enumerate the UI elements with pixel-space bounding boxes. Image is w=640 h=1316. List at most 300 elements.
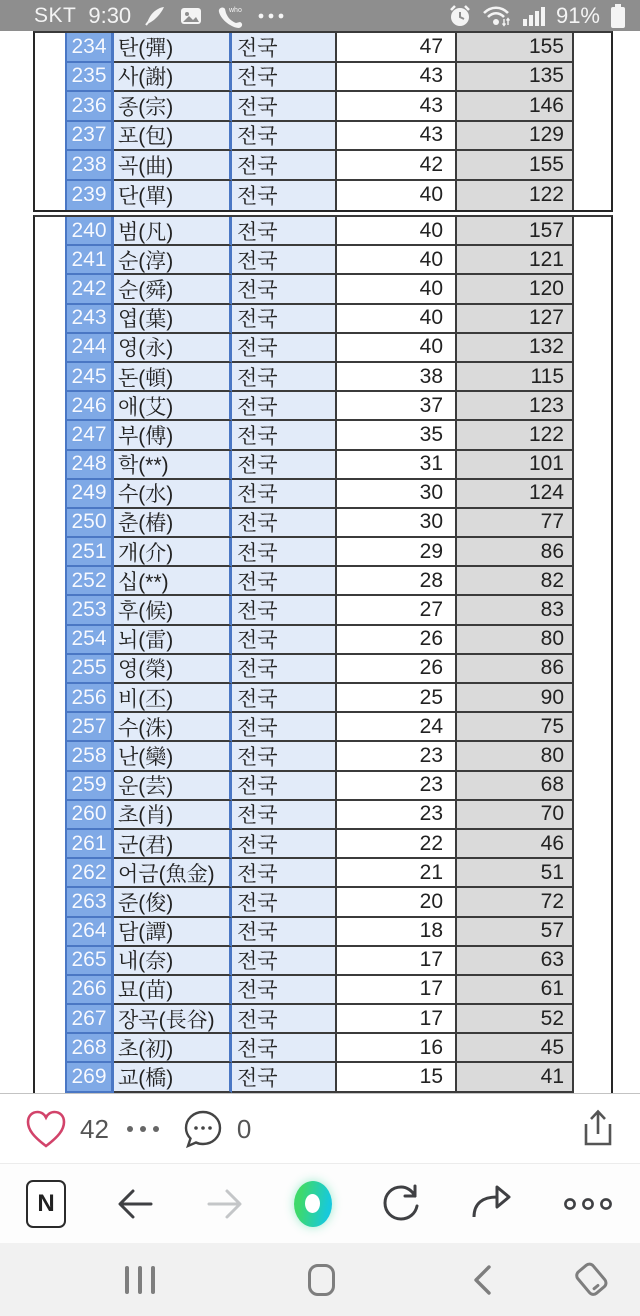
rank-cell: 250 <box>65 509 114 538</box>
empty-cell <box>35 509 65 538</box>
more-circles-icon[interactable] <box>562 1194 614 1214</box>
total-cell: 120 <box>457 275 574 304</box>
table-row <box>35 801 611 830</box>
empty-cell <box>574 480 611 509</box>
region-cell: 전국 <box>232 859 337 888</box>
surname-cell: 수(水) <box>114 480 232 509</box>
count-cell: 47 <box>337 33 457 63</box>
rank-cell: 263 <box>65 888 114 917</box>
alarm-icon <box>448 4 472 28</box>
rank-cell: 242 <box>65 275 114 304</box>
rank-cell: 240 <box>65 217 114 246</box>
surname-cell: 돈(頓) <box>114 363 232 392</box>
total-cell: 124 <box>457 480 574 509</box>
empty-cell <box>35 567 65 596</box>
count-cell: 43 <box>337 92 457 122</box>
empty-cell <box>35 421 65 450</box>
region-cell: 전국 <box>232 151 337 181</box>
back-arrow-icon[interactable] <box>113 1184 157 1224</box>
empty-cell <box>574 596 611 625</box>
count-cell: 24 <box>337 713 457 742</box>
table-row <box>35 305 611 334</box>
gallery-icon <box>179 4 203 28</box>
region-cell: 전국 <box>232 538 337 567</box>
surname-cell: 후(候) <box>114 596 232 625</box>
total-cell: 41 <box>457 1063 574 1092</box>
surname-cell: 내(奈) <box>114 947 232 976</box>
table-row <box>35 217 611 246</box>
rank-cell: 247 <box>65 421 114 450</box>
table-row <box>35 480 611 509</box>
empty-cell <box>574 305 611 334</box>
table-row <box>35 830 611 859</box>
total-cell: 70 <box>457 801 574 830</box>
empty-cell <box>574 63 611 93</box>
send-arrow-icon[interactable] <box>469 1183 515 1225</box>
surname-cell: 단(單) <box>114 181 232 211</box>
recents-button[interactable] <box>105 1243 175 1316</box>
region-cell: 전국 <box>232 392 337 421</box>
empty-cell <box>35 801 65 830</box>
back-button[interactable] <box>447 1243 517 1316</box>
total-cell: 122 <box>457 421 574 450</box>
region-cell: 전국 <box>232 918 337 947</box>
empty-cell <box>574 742 611 771</box>
count-cell: 17 <box>337 1005 457 1034</box>
table-row <box>35 567 611 596</box>
table-row <box>35 181 611 211</box>
social-bar <box>0 1093 640 1164</box>
count-cell: 26 <box>337 655 457 684</box>
region-cell: 전국 <box>232 33 337 63</box>
surname-cell: 십(**) <box>114 567 232 596</box>
count-cell: 23 <box>337 742 457 771</box>
forward-arrow-icon[interactable] <box>203 1184 247 1224</box>
count-cell: 38 <box>337 363 457 392</box>
rank-cell: 245 <box>65 363 114 392</box>
empty-cell <box>574 801 611 830</box>
empty-cell <box>35 305 65 334</box>
total-cell: 51 <box>457 859 574 888</box>
total-cell: 127 <box>457 305 574 334</box>
empty-cell <box>574 1005 611 1034</box>
region-cell: 전국 <box>232 122 337 152</box>
region-cell: 전국 <box>232 509 337 538</box>
battery-icon <box>610 3 626 29</box>
total-cell: 82 <box>457 567 574 596</box>
empty-cell <box>35 275 65 304</box>
table-row <box>35 859 611 888</box>
surname-cell: 초(初) <box>114 1034 232 1063</box>
empty-cell <box>35 596 65 625</box>
recents-icon <box>125 1266 155 1294</box>
rank-cell: 261 <box>65 830 114 859</box>
rank-cell: 266 <box>65 976 114 1005</box>
region-cell: 전국 <box>232 451 337 480</box>
battery-percent-label: 91% <box>555 2 600 28</box>
table-row <box>35 888 611 917</box>
rank-cell: 265 <box>65 947 114 976</box>
count-cell: 18 <box>337 918 457 947</box>
empty-cell <box>574 217 611 246</box>
total-cell: 63 <box>457 947 574 976</box>
surname-cell: 탄(彈) <box>114 33 232 63</box>
surname-cell: 뇌(雷) <box>114 626 232 655</box>
total-cell: 61 <box>457 976 574 1005</box>
surname-cell: 난(欒) <box>114 742 232 771</box>
comment-bubble-icon[interactable] <box>181 1107 225 1151</box>
total-cell: 101 <box>457 451 574 480</box>
count-cell: 43 <box>337 122 457 152</box>
empty-cell <box>35 1034 65 1063</box>
empty-cell <box>574 33 611 63</box>
rank-cell: 255 <box>65 655 114 684</box>
surname-cell: 애(艾) <box>114 392 232 421</box>
rank-cell: 236 <box>65 92 114 122</box>
region-cell: 전국 <box>232 567 337 596</box>
surname-cell: 비(丕) <box>114 684 232 713</box>
region-cell: 전국 <box>232 480 337 509</box>
signal-icon <box>522 4 546 28</box>
total-cell: 90 <box>457 684 574 713</box>
rank-cell: 259 <box>65 772 114 801</box>
count-cell: 30 <box>337 509 457 538</box>
count-cell: 40 <box>337 217 457 246</box>
empty-cell <box>574 888 611 917</box>
rotate-screen-button[interactable] <box>557 1243 627 1316</box>
empty-cell <box>574 275 611 304</box>
region-cell: 전국 <box>232 1034 337 1063</box>
region-cell: 전국 <box>232 976 337 1005</box>
surname-cell: 포(包) <box>114 122 232 152</box>
table-row <box>35 92 611 122</box>
table-row <box>35 246 611 275</box>
surname-cell: 담(譚) <box>114 918 232 947</box>
count-cell: 23 <box>337 801 457 830</box>
empty-cell <box>574 363 611 392</box>
rank-cell: 269 <box>65 1063 114 1092</box>
empty-cell <box>574 830 611 859</box>
phone-who-icon <box>215 4 245 28</box>
region-cell: 전국 <box>232 888 337 917</box>
rank-cell: 260 <box>65 801 114 830</box>
total-cell: 155 <box>457 151 574 181</box>
empty-cell <box>35 1063 65 1092</box>
empty-cell <box>35 655 65 684</box>
count-cell: 43 <box>337 63 457 93</box>
table-row <box>35 684 611 713</box>
home-icon <box>308 1264 335 1296</box>
rank-cell: 246 <box>65 392 114 421</box>
table-row <box>35 509 611 538</box>
surname-table-segment-1 <box>33 31 613 212</box>
rank-cell: 237 <box>65 122 114 152</box>
region-cell: 전국 <box>232 1063 337 1092</box>
rank-cell: 239 <box>65 181 114 211</box>
empty-cell <box>35 859 65 888</box>
empty-cell <box>35 713 65 742</box>
count-cell: 28 <box>337 567 457 596</box>
total-cell: 115 <box>457 363 574 392</box>
region-cell: 전국 <box>232 1005 337 1034</box>
svg-text:who: who <box>229 6 243 14</box>
surname-cell: 묘(苗) <box>114 976 232 1005</box>
surname-cell: 종(宗) <box>114 92 232 122</box>
count-cell: 40 <box>337 275 457 304</box>
empty-cell <box>574 567 611 596</box>
total-cell: 46 <box>457 830 574 859</box>
table-row <box>35 976 611 1005</box>
total-cell: 157 <box>457 217 574 246</box>
count-cell: 37 <box>337 392 457 421</box>
count-cell: 27 <box>337 596 457 625</box>
region-cell: 전국 <box>232 713 337 742</box>
table-row <box>35 363 611 392</box>
surname-cell: 군(君) <box>114 830 232 859</box>
more-dots-icon[interactable] <box>127 1126 159 1132</box>
refresh-icon[interactable] <box>379 1182 423 1226</box>
empty-cell <box>574 392 611 421</box>
rank-cell: 235 <box>65 63 114 93</box>
count-cell: 31 <box>337 451 457 480</box>
total-cell: 80 <box>457 742 574 771</box>
like-count: 42 <box>80 1113 109 1144</box>
surname-cell: 운(芸) <box>114 772 232 801</box>
region-cell: 전국 <box>232 742 337 771</box>
empty-cell <box>574 122 611 152</box>
empty-cell <box>574 684 611 713</box>
surname-cell: 수(洙) <box>114 713 232 742</box>
empty-cell <box>35 392 65 421</box>
count-cell: 26 <box>337 626 457 655</box>
count-cell: 29 <box>337 538 457 567</box>
empty-cell <box>35 888 65 917</box>
region-cell: 전국 <box>232 92 337 122</box>
empty-cell <box>35 363 65 392</box>
surname-cell: 준(俊) <box>114 888 232 917</box>
table-row <box>35 421 611 450</box>
rank-cell: 252 <box>65 567 114 596</box>
region-cell: 전국 <box>232 830 337 859</box>
table-row <box>35 1063 611 1092</box>
empty-cell <box>574 509 611 538</box>
region-cell: 전국 <box>232 684 337 713</box>
empty-cell <box>35 742 65 771</box>
heart-icon[interactable] <box>24 1108 68 1150</box>
count-cell: 15 <box>337 1063 457 1092</box>
empty-cell <box>35 122 65 152</box>
count-cell: 40 <box>337 334 457 363</box>
empty-cell <box>35 626 65 655</box>
region-cell: 전국 <box>232 947 337 976</box>
empty-cell <box>35 538 65 567</box>
count-cell: 42 <box>337 151 457 181</box>
table-row <box>35 151 611 181</box>
empty-cell <box>574 713 611 742</box>
empty-cell <box>574 1034 611 1063</box>
region-cell: 전국 <box>232 63 337 93</box>
empty-cell <box>574 772 611 801</box>
empty-cell <box>574 421 611 450</box>
home-button[interactable] <box>286 1243 356 1316</box>
surname-cell: 엽(葉) <box>114 305 232 334</box>
surname-cell: 범(凡) <box>114 217 232 246</box>
table-row <box>35 918 611 947</box>
surname-cell: 개(介) <box>114 538 232 567</box>
table-row <box>35 122 611 152</box>
rank-cell: 256 <box>65 684 114 713</box>
total-cell: 135 <box>457 63 574 93</box>
empty-cell <box>35 92 65 122</box>
surname-cell: 춘(椿) <box>114 509 232 538</box>
total-cell: 146 <box>457 92 574 122</box>
rank-cell: 241 <box>65 246 114 275</box>
region-cell: 전국 <box>232 181 337 211</box>
rank-cell: 258 <box>65 742 114 771</box>
empty-cell <box>574 538 611 567</box>
empty-cell <box>574 151 611 181</box>
region-cell: 전국 <box>232 421 337 450</box>
total-cell: 83 <box>457 596 574 625</box>
rank-cell: 234 <box>65 33 114 63</box>
total-cell: 132 <box>457 334 574 363</box>
rank-cell: 251 <box>65 538 114 567</box>
surname-cell: 학(**) <box>114 451 232 480</box>
clock-label: 9:30 <box>88 2 132 28</box>
table-row <box>35 451 611 480</box>
empty-cell <box>35 918 65 947</box>
empty-cell <box>35 451 65 480</box>
total-cell: 123 <box>457 392 574 421</box>
android-nav-bar <box>0 1243 640 1316</box>
status-bar <box>0 0 640 31</box>
rank-cell: 249 <box>65 480 114 509</box>
surname-cell: 영(永) <box>114 334 232 363</box>
table-row <box>35 63 611 93</box>
rank-cell: 238 <box>65 151 114 181</box>
empty-cell <box>35 63 65 93</box>
surname-cell: 곡(曲) <box>114 151 232 181</box>
surname-cell: 초(肖) <box>114 801 232 830</box>
count-cell: 17 <box>337 947 457 976</box>
count-cell: 17 <box>337 976 457 1005</box>
total-cell: 129 <box>457 122 574 152</box>
browser-toolbar <box>0 1163 640 1243</box>
rank-cell: 262 <box>65 859 114 888</box>
count-cell: 22 <box>337 830 457 859</box>
more-dots-icon <box>257 12 285 20</box>
empty-cell <box>574 859 611 888</box>
table-row <box>35 742 611 771</box>
region-cell: 전국 <box>232 596 337 625</box>
table-row <box>35 538 611 567</box>
count-cell: 20 <box>337 888 457 917</box>
carrier-label: SKT <box>34 3 77 27</box>
rank-cell: 268 <box>65 1034 114 1063</box>
table-row <box>35 275 611 304</box>
empty-cell <box>35 684 65 713</box>
empty-cell <box>574 1063 611 1092</box>
table-row <box>35 392 611 421</box>
surname-cell: 어금(魚金) <box>114 859 232 888</box>
surname-cell: 사(謝) <box>114 63 232 93</box>
count-cell: 25 <box>337 684 457 713</box>
total-cell: 86 <box>457 538 574 567</box>
region-cell: 전국 <box>232 217 337 246</box>
rank-cell: 257 <box>65 713 114 742</box>
empty-cell <box>35 480 65 509</box>
naver-logo[interactable]: N <box>26 1180 66 1228</box>
whale-home-icon[interactable] <box>294 1181 332 1227</box>
count-cell: 40 <box>337 305 457 334</box>
total-cell: 86 <box>457 655 574 684</box>
empty-cell <box>35 1005 65 1034</box>
total-cell: 77 <box>457 509 574 538</box>
table-row <box>35 947 611 976</box>
table-row <box>35 1005 611 1034</box>
total-cell: 68 <box>457 772 574 801</box>
rank-cell: 244 <box>65 334 114 363</box>
table-row <box>35 626 611 655</box>
total-cell: 72 <box>457 888 574 917</box>
count-cell: 40 <box>337 181 457 211</box>
empty-cell <box>35 246 65 275</box>
total-cell: 121 <box>457 246 574 275</box>
table-row <box>35 596 611 625</box>
surname-cell: 장곡(長谷) <box>114 1005 232 1034</box>
empty-cell <box>35 334 65 363</box>
region-cell: 전국 <box>232 305 337 334</box>
region-cell: 전국 <box>232 801 337 830</box>
empty-cell <box>574 451 611 480</box>
surname-cell: 순(舜) <box>114 275 232 304</box>
empty-cell <box>35 217 65 246</box>
total-cell: 57 <box>457 918 574 947</box>
surname-cell: 교(橋) <box>114 1063 232 1092</box>
empty-cell <box>35 947 65 976</box>
count-cell: 21 <box>337 859 457 888</box>
back-icon <box>469 1261 495 1299</box>
empty-cell <box>574 181 611 211</box>
region-cell: 전국 <box>232 655 337 684</box>
surname-cell: 부(傅) <box>114 421 232 450</box>
table-row <box>35 334 611 363</box>
rank-cell: 254 <box>65 626 114 655</box>
empty-cell <box>35 772 65 801</box>
total-cell: 80 <box>457 626 574 655</box>
empty-cell <box>35 33 65 63</box>
table-row <box>35 1034 611 1063</box>
rotate-screen-icon <box>569 1257 615 1303</box>
count-cell: 30 <box>337 480 457 509</box>
region-cell: 전국 <box>232 626 337 655</box>
empty-cell <box>35 181 65 211</box>
rank-cell: 243 <box>65 305 114 334</box>
table-row <box>35 713 611 742</box>
table-row <box>35 772 611 801</box>
share-icon[interactable] <box>578 1108 618 1150</box>
empty-cell <box>574 626 611 655</box>
count-cell: 23 <box>337 772 457 801</box>
count-cell: 40 <box>337 246 457 275</box>
empty-cell <box>574 92 611 122</box>
rank-cell: 248 <box>65 451 114 480</box>
count-cell: 35 <box>337 421 457 450</box>
empty-cell <box>574 918 611 947</box>
region-cell: 전국 <box>232 772 337 801</box>
surname-cell: 순(淳) <box>114 246 232 275</box>
wifi-icon <box>482 4 512 28</box>
